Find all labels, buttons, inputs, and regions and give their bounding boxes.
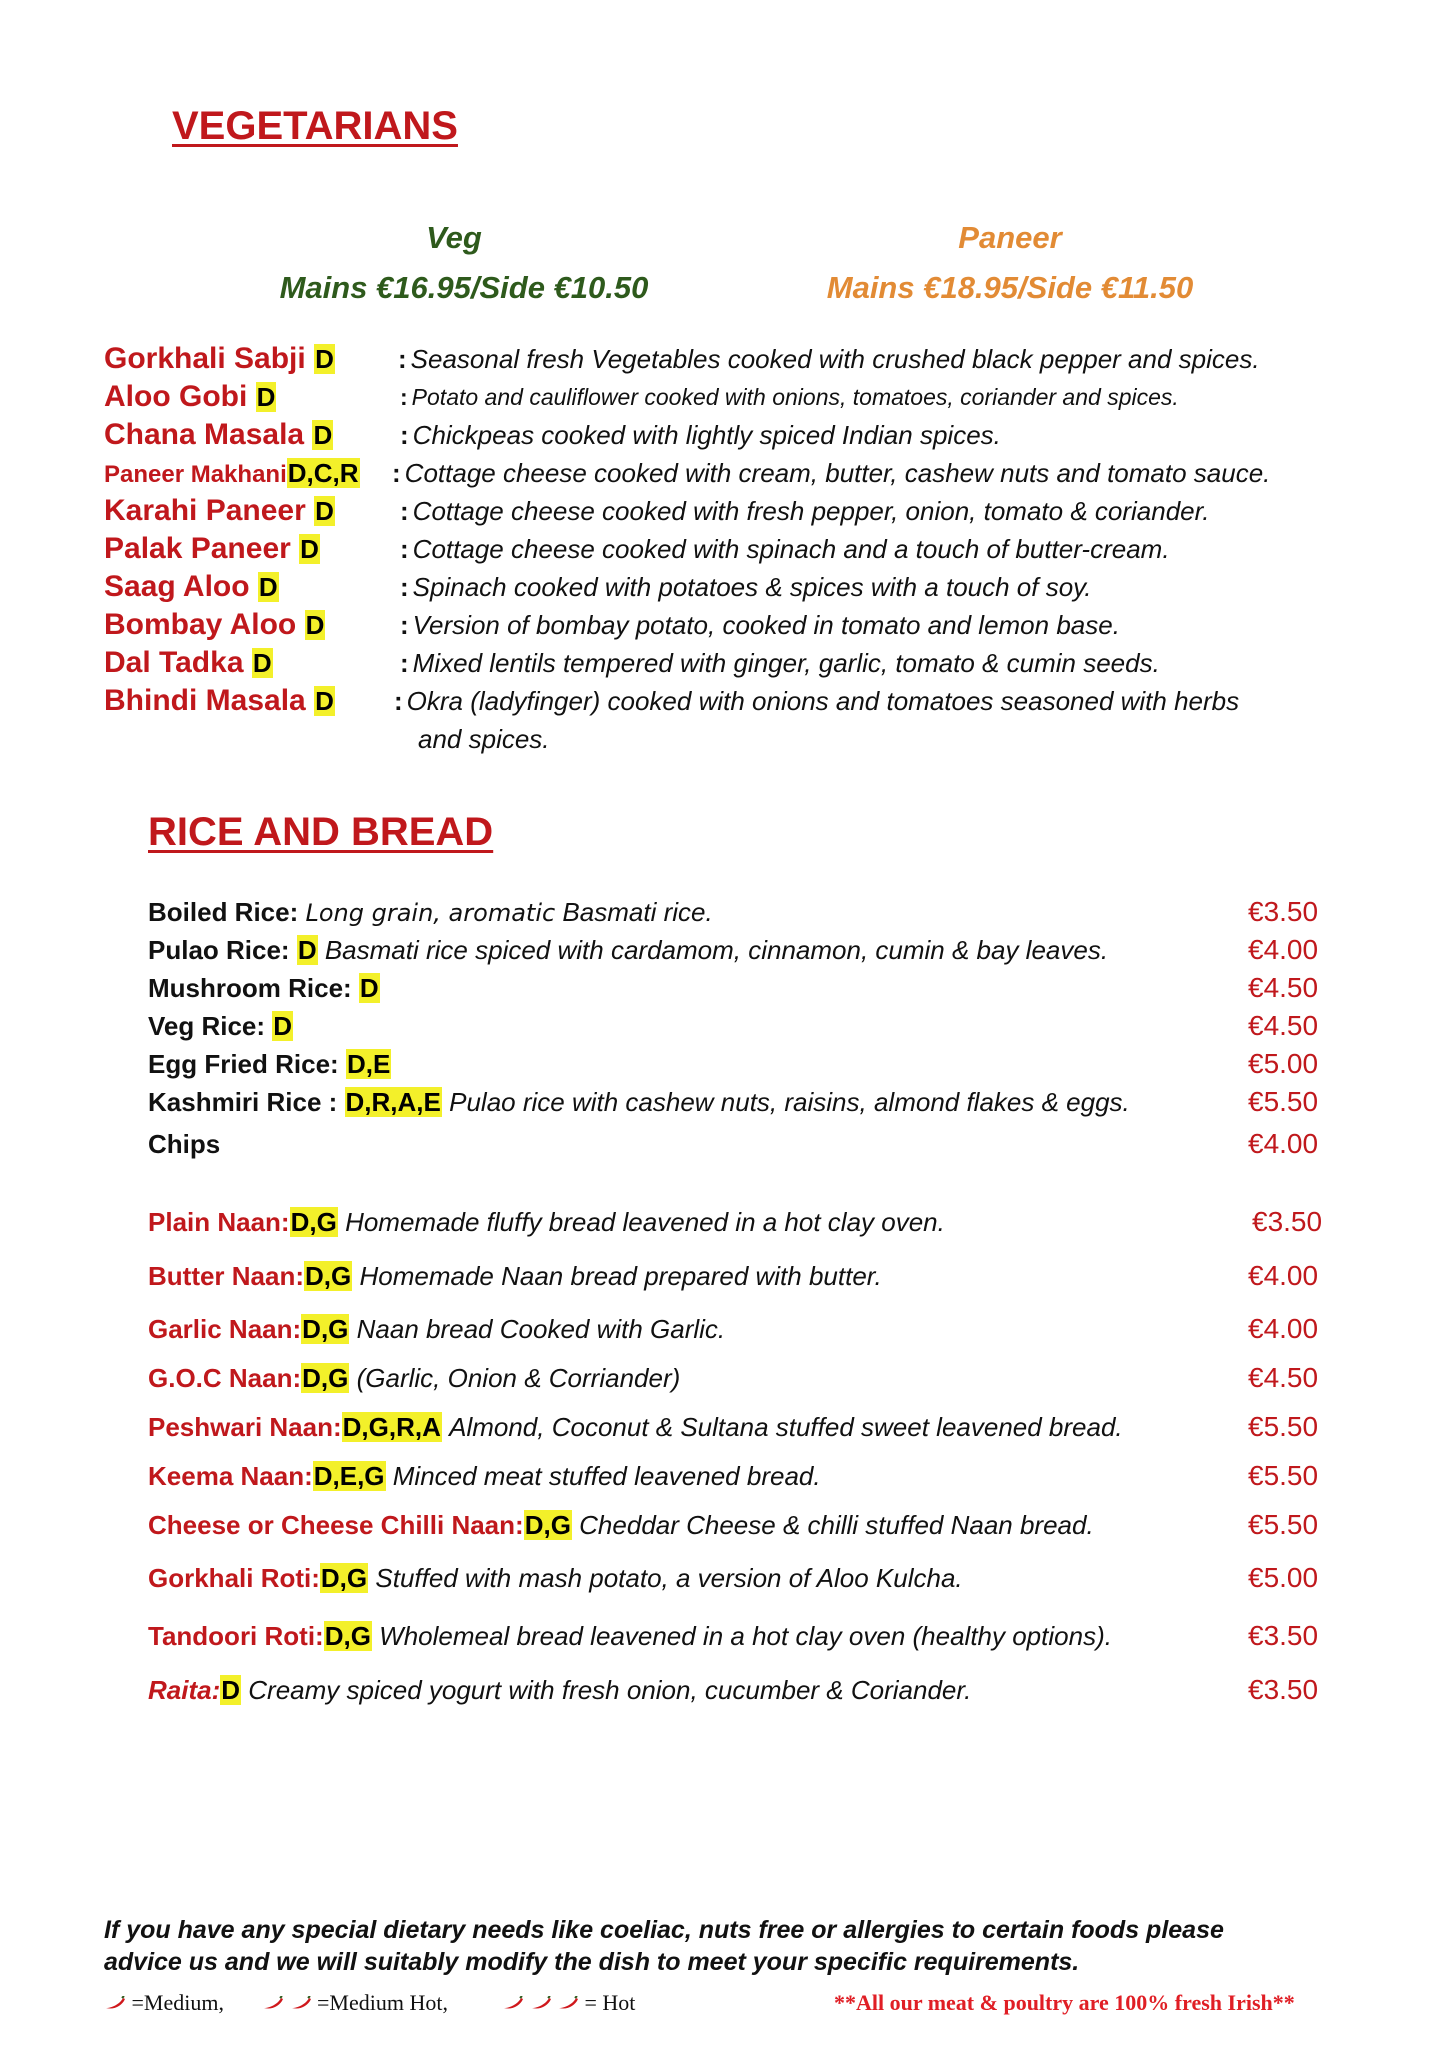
veg-label: Veg [426, 220, 482, 255]
rice-row [148, 1126, 220, 1162]
rice-name: Veg Rice: [148, 1011, 266, 1041]
veg-price: Mains €16.95/Side €10.50 [279, 270, 649, 305]
allergen-badge: D,G [324, 1621, 371, 1651]
item-name-text: Gorkhali Sabji [104, 342, 306, 375]
veg-item-desc: : Cottage cheese cooked with spinach and a touch of butter-cream. [400, 534, 1170, 564]
rice-desc: Pulao rice with cashew nuts, raisins, almond flakes & eggs. [449, 1087, 1130, 1117]
bread-row [148, 1311, 725, 1347]
allergen-badge: D [221, 1675, 241, 1705]
veg-item-desc: : Potato and cauliflower cooked with onions, tomatoes, coriander and spices. [400, 384, 1179, 410]
vegetarians-heading: VEGETARIANS [172, 104, 458, 148]
bread-row [148, 1672, 971, 1708]
rice-desc-a: Long grain, aromatic [305, 899, 556, 927]
bread-price: €4.00 [1248, 1313, 1319, 1344]
rice-row [148, 932, 1108, 968]
bread-name: G.O.C Naan: [148, 1363, 302, 1393]
legend-medium-text: =Medium, [131, 1990, 224, 2015]
veg-item-desc: : Cottage cheese cooked with fresh pepper, onion, tomato & coriander. [400, 496, 1210, 526]
rice-bread-heading: RICE AND BREAD [148, 810, 494, 854]
bread-price: €3.50 [1248, 1674, 1319, 1705]
desc-text: Potato and cauliflower cooked with onions, tomatoes, coriander and spices. [411, 384, 1179, 410]
allergen-badge: D [256, 382, 276, 412]
chili-pepper-icon [262, 1990, 290, 2015]
bread-name: Butter Naan: [148, 1261, 305, 1291]
bread-name: Raita: [148, 1675, 221, 1705]
rice-desc: Basmati rice. [562, 897, 713, 927]
allergen-badge: D [300, 534, 319, 564]
allergen-badge: D [315, 496, 334, 526]
bread-desc: Cheddar Cheese & chilli stuffed Naan bread. [579, 1510, 1094, 1540]
rice-name: Kashmiri Rice : [148, 1087, 338, 1117]
dietary-note-line1: If you have any special dietary needs like coeliac, nuts free or allergies to certain foods please [104, 1916, 1224, 1944]
veg-item-name [104, 492, 335, 530]
veg-item-name [104, 416, 333, 454]
rice-row [148, 1084, 1130, 1120]
bread-price: €4.00 [1248, 1260, 1319, 1291]
bread-name: Plain Naan: [148, 1207, 290, 1237]
desc-text: Mixed lentils tempered with ginger, garlic, tomato & cumin seeds. [412, 648, 1160, 678]
rice-price: €3.50 [1248, 896, 1319, 927]
allergen-badge: D,E,G [313, 1461, 385, 1491]
allergen-badge: D [305, 610, 325, 640]
item-name-text: Saag Aloo [104, 570, 250, 603]
allergen-badge: D,R,A,E [345, 1087, 441, 1117]
desc-text: Seasonal fresh Vegetables cooked with crushed black pepper and spices. [410, 344, 1260, 374]
legend-medium-hot-text: =Medium Hot, [317, 1990, 448, 2015]
allergen-badge: D [252, 648, 272, 678]
rice-row [148, 894, 713, 931]
bread-desc: Minced meat stuffed leavened bread. [392, 1461, 821, 1491]
rice-row [148, 970, 380, 1006]
bread-name: Gorkhali Roti: [148, 1563, 320, 1593]
allergen-badge: D,C,R [287, 458, 359, 488]
bread-price: €3.50 [1252, 1206, 1323, 1237]
allergen-badge: D [273, 1011, 293, 1041]
bread-price: €5.50 [1248, 1509, 1319, 1540]
item-name-text: Aloo Gobi [104, 380, 248, 413]
allergen-badge: D [258, 572, 278, 602]
bread-row [148, 1618, 1112, 1654]
veg-item-desc: : Okra (ladyfinger) cooked with onions and tomatoes seasoned with herbs [394, 686, 1240, 716]
bread-desc: Almond, Coconut & Sultana stuffed sweet leavened bread. [449, 1412, 1123, 1442]
bread-row [148, 1458, 821, 1494]
rice-price: €5.00 [1248, 1048, 1319, 1079]
bread-desc: Naan bread Cooked with Garlic. [356, 1314, 726, 1344]
rice-name: Egg Fried Rice: [148, 1049, 339, 1079]
desc-text: Cottage cheese cooked with fresh pepper, onion, tomato & coriander. [412, 496, 1210, 526]
desc-text: Cottage cheese cooked with spinach and a touch of butter-cream. [412, 534, 1170, 564]
chili-pepper-icon [530, 1990, 558, 2015]
allergen-badge: D [313, 420, 333, 450]
allergen-badge: D,G [524, 1510, 571, 1540]
bread-price: €3.50 [1248, 1620, 1319, 1651]
bread-row [148, 1507, 1094, 1543]
item-name-text: Paneer Makhani [104, 461, 287, 488]
bread-price: €5.00 [1248, 1562, 1319, 1593]
desc-text: Version of bombay potato, cooked in tomato and lemon base. [412, 610, 1120, 640]
veg-item-name [104, 644, 273, 682]
fresh-irish-note: **All our meat & poultry are 100% fresh Irish** [834, 1990, 1295, 2015]
bread-name: Cheese or Cheese Chilli Naan: [148, 1510, 524, 1540]
veg-item-name [104, 606, 325, 644]
bread-name: Peshwari Naan: [148, 1412, 342, 1442]
allergen-badge: D,G [290, 1207, 337, 1237]
item-name-text: Dal Tadka [104, 646, 244, 679]
veg-item-desc: : Seasonal fresh Vegetables cooked with crushed black pepper and spices. [398, 344, 1260, 374]
desc-text: Spinach cooked with potatoes & spices with a touch of soy. [412, 572, 1092, 602]
bread-desc: Wholemeal bread leavened in a hot clay oven (healthy options). [379, 1621, 1112, 1651]
chili-pepper-icon [290, 1990, 318, 2015]
rice-name: Pulao Rice: [148, 935, 290, 965]
allergen-badge: D,G [320, 1563, 368, 1593]
bread-price: €4.50 [1248, 1362, 1319, 1393]
veg-item-desc: : Spinach cooked with potatoes & spices with a touch of soy. [400, 572, 1092, 602]
bread-name: Garlic Naan: [148, 1314, 302, 1344]
item-name-text: Bhindi Masala [104, 684, 306, 717]
rice-row [148, 1008, 293, 1044]
bread-row [148, 1360, 680, 1396]
bread-desc: Homemade Naan bread prepared with butter. [359, 1261, 882, 1291]
rice-name: Chips [148, 1129, 221, 1159]
veg-item-desc: : Chickpeas cooked with lightly spiced Indian spices. [400, 420, 1001, 450]
rice-price: €5.50 [1248, 1086, 1319, 1117]
dietary-note-line2: advice us and we will suitably modify the dish to meet your specific requirements. [104, 1948, 1080, 1976]
rice-price: €4.00 [1248, 934, 1319, 965]
item-name-text: Chana Masala [104, 418, 305, 451]
item-name-text: Bombay Aloo [104, 608, 297, 641]
bread-row [148, 1204, 945, 1240]
allergen-badge: D,G [302, 1363, 349, 1393]
bread-row [148, 1409, 1123, 1445]
veg-item-name [104, 530, 320, 568]
rice-row [148, 1046, 391, 1082]
allergen-badge: D [315, 344, 334, 374]
bread-name: Tandoori Roti: [148, 1621, 324, 1651]
legend-medium [104, 1990, 224, 2016]
item-name-text: Palak Paneer [104, 532, 291, 565]
allergen-badge: D,G [302, 1314, 349, 1344]
bread-price: €5.50 [1248, 1460, 1319, 1491]
desc-text: Chickpeas cooked with lightly spiced Indian spices. [412, 420, 1001, 450]
veg-item-name [104, 340, 335, 378]
veg-item-desc-continued: and spices. [418, 724, 550, 754]
allergen-badge: D,E [346, 1049, 391, 1079]
bread-desc: Stuffed with mash potato, a version of Aloo Kulcha. [375, 1563, 963, 1593]
bread-price: €5.50 [1248, 1411, 1319, 1442]
chili-pepper-icon [104, 1990, 132, 2015]
chili-pepper-icon [557, 1990, 585, 2015]
paneer-label: Paneer [958, 220, 1062, 255]
rice-name: Mushroom Rice: [148, 973, 352, 1003]
desc-text: Okra (ladyfinger) cooked with onions and tomatoes seasoned with herbs [406, 686, 1240, 716]
veg-item-desc: : Mixed lentils tempered with ginger, garlic, tomato & cumin seeds. [400, 648, 1160, 678]
legend-medium-hot [262, 1990, 448, 2016]
veg-item-desc: : Cottage cheese cooked with cream, butter, cashew nuts and tomato sauce. [392, 458, 1271, 488]
chili-pepper-icon [502, 1990, 530, 2015]
item-name-text: Karahi Paneer [104, 494, 306, 527]
rice-price: €4.50 [1248, 1010, 1319, 1041]
allergen-badge: D,G,R,A [342, 1412, 441, 1442]
desc-text: Cottage cheese cooked with cream, butter, cashew nuts and tomato sauce. [404, 458, 1271, 488]
bread-row [148, 1560, 963, 1596]
veg-item-name [104, 682, 335, 720]
rice-name: Boiled Rice: [148, 897, 299, 927]
allergen-badge: D [359, 973, 379, 1003]
paneer-price: Mains €18.95/Side €11.50 [826, 270, 1194, 305]
bread-desc: Homemade fluffy bread leavened in a hot clay oven. [345, 1207, 945, 1237]
veg-item-name [104, 378, 276, 416]
allergen-badge: D,G [305, 1261, 352, 1291]
bread-desc: Creamy spiced yogurt with fresh onion, cucumber & Coriander. [248, 1675, 972, 1705]
rice-desc: Basmati rice spiced with cardamom, cinnamon, cumin & bay leaves. [324, 935, 1109, 965]
veg-item-name [104, 568, 279, 606]
allergen-badge: D [297, 935, 317, 965]
veg-item-desc: : Version of bombay potato, cooked in tomato and lemon base. [400, 610, 1120, 640]
allergen-badge: D [315, 686, 334, 716]
bread-desc: (Garlic, Onion & Corriander) [356, 1363, 681, 1393]
veg-item-name [104, 454, 360, 494]
legend-hot-text: = Hot [584, 1990, 636, 2015]
rice-price: €4.50 [1248, 972, 1319, 1003]
bread-row [148, 1258, 882, 1294]
bread-name: Keema Naan: [148, 1461, 313, 1491]
rice-price: €4.00 [1248, 1128, 1319, 1159]
legend-hot [502, 1990, 635, 2016]
